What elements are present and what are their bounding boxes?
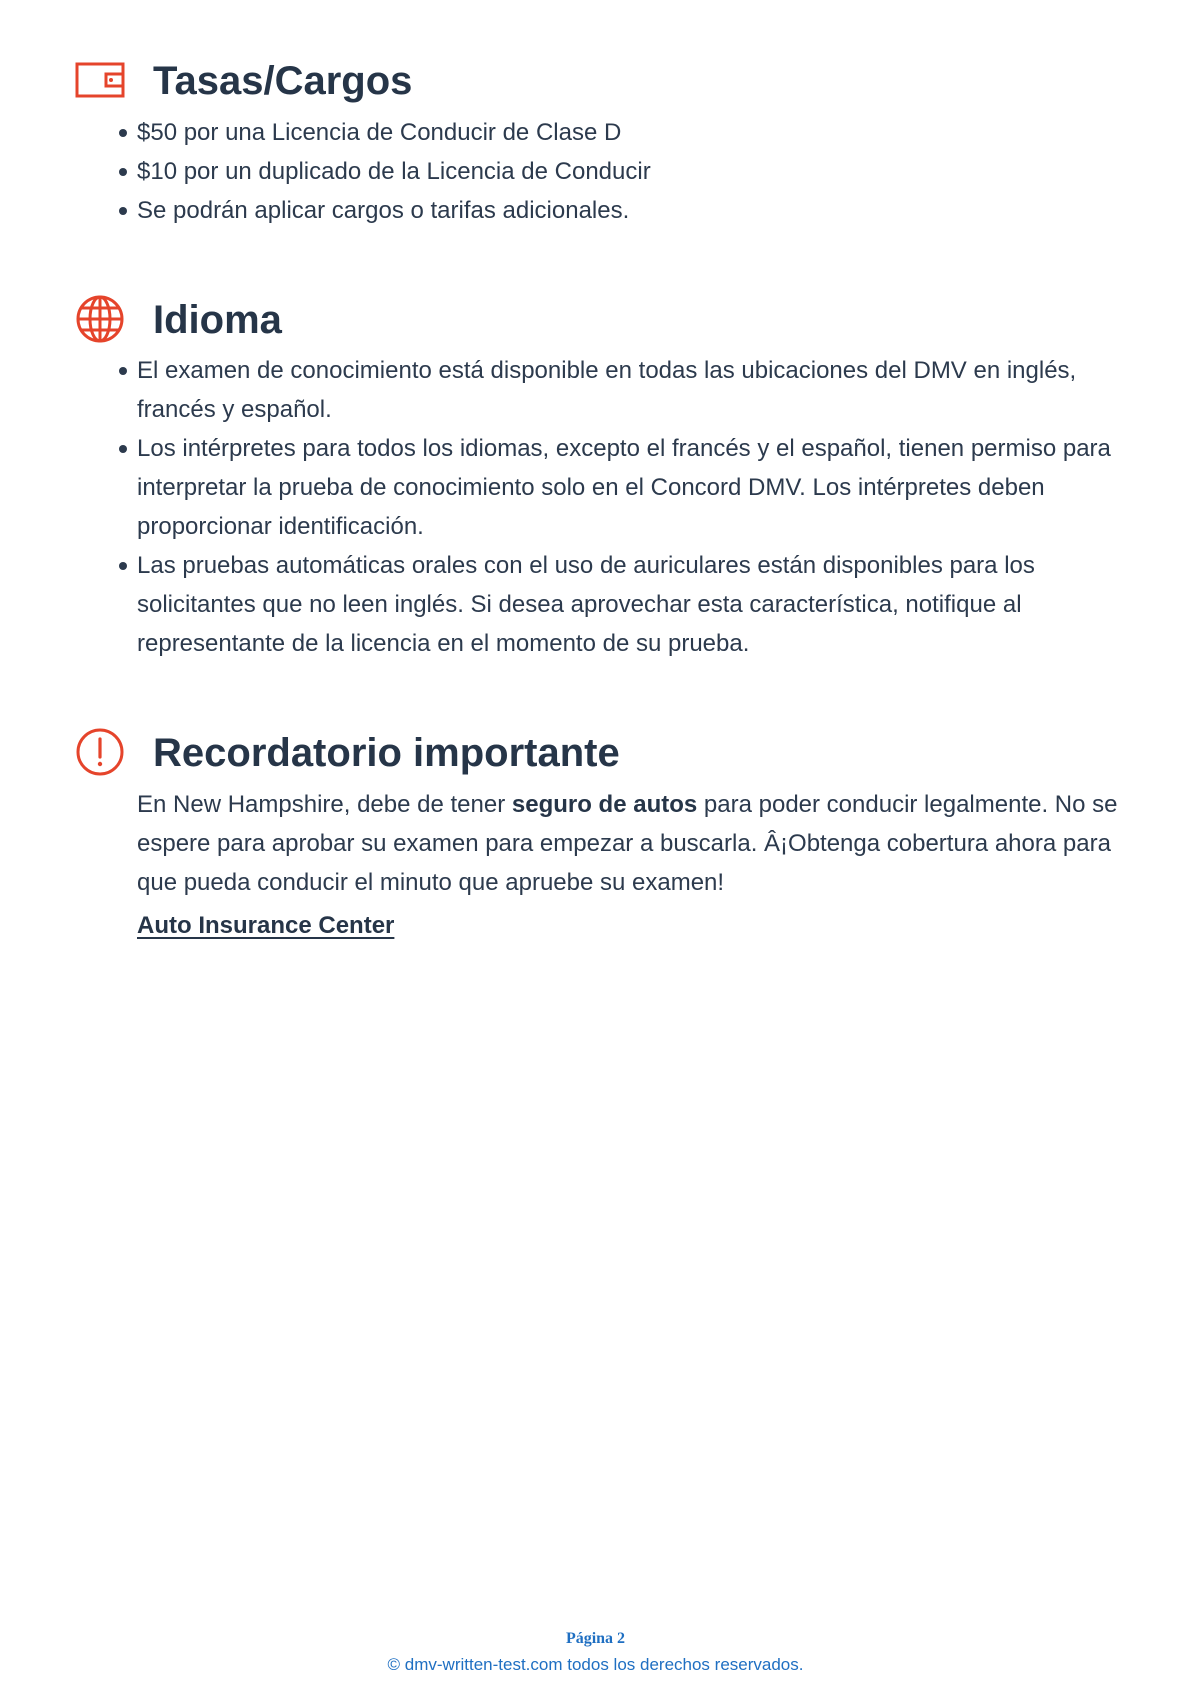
fees-title: Tasas/Cargos [153, 59, 413, 103]
fees-section [75, 55, 1125, 230]
reminder-section [75, 727, 1125, 940]
wallet-icon [75, 55, 125, 105]
language-header [75, 294, 1125, 350]
list-item: El examen de conocimiento está disponible en todas las ubicaciones del DMV en inglés, francés y español. [137, 351, 1125, 429]
language-section [75, 294, 1125, 663]
globe-icon [75, 294, 125, 344]
reminder-text-after: para poder conducir legalmente. No se espere para aprobar su examen para empezar a buscarla. Â¡Obtenga cobertura ahora para que pueda conducir el minuto que apruebe su examen! [137, 791, 1118, 896]
language-title: Idioma [153, 298, 282, 342]
list-item: Se podrán aplicar cargos o tarifas adicionales. [137, 191, 1125, 230]
reminder-text-before: En New Hampshire, debe de tener [137, 791, 512, 818]
copyright-text: © dmv-written-test.com todos los derechos reservados. [387, 1655, 804, 1674]
list-item: $10 por un duplicado de la Licencia de Conducir [137, 152, 1125, 191]
fees-header [75, 55, 1125, 111]
reminder-text [137, 785, 1125, 902]
list-item: Las pruebas automáticas orales con el uso de auriculares están disponibles para los solicitantes que no leen inglés. Si desea aprovechar esta característica, notifique al representante de la licencia en el momento de su prueba. [137, 546, 1125, 663]
auto-insurance-link[interactable]: Auto Insurance Center [137, 912, 395, 939]
fees-list [75, 113, 1125, 230]
list-item: $50 por una Licencia de Conducir de Clase D [137, 113, 1125, 152]
reminder-header [75, 727, 1125, 783]
page-number: Página 2 [565, 1630, 626, 1647]
language-list [75, 351, 1125, 663]
reminder-title: Recordatorio importante [153, 731, 620, 775]
alert-circle-icon [75, 727, 125, 777]
reminder-text-bold: seguro de autos [511, 791, 698, 818]
list-item: Los intérpretes para todos los idiomas, excepto el francés y el español, tienen permiso para interpretar la prueba de conocimiento solo en el Concord DMV. Los intérpretes deben proporcionar identificación. [137, 429, 1125, 546]
